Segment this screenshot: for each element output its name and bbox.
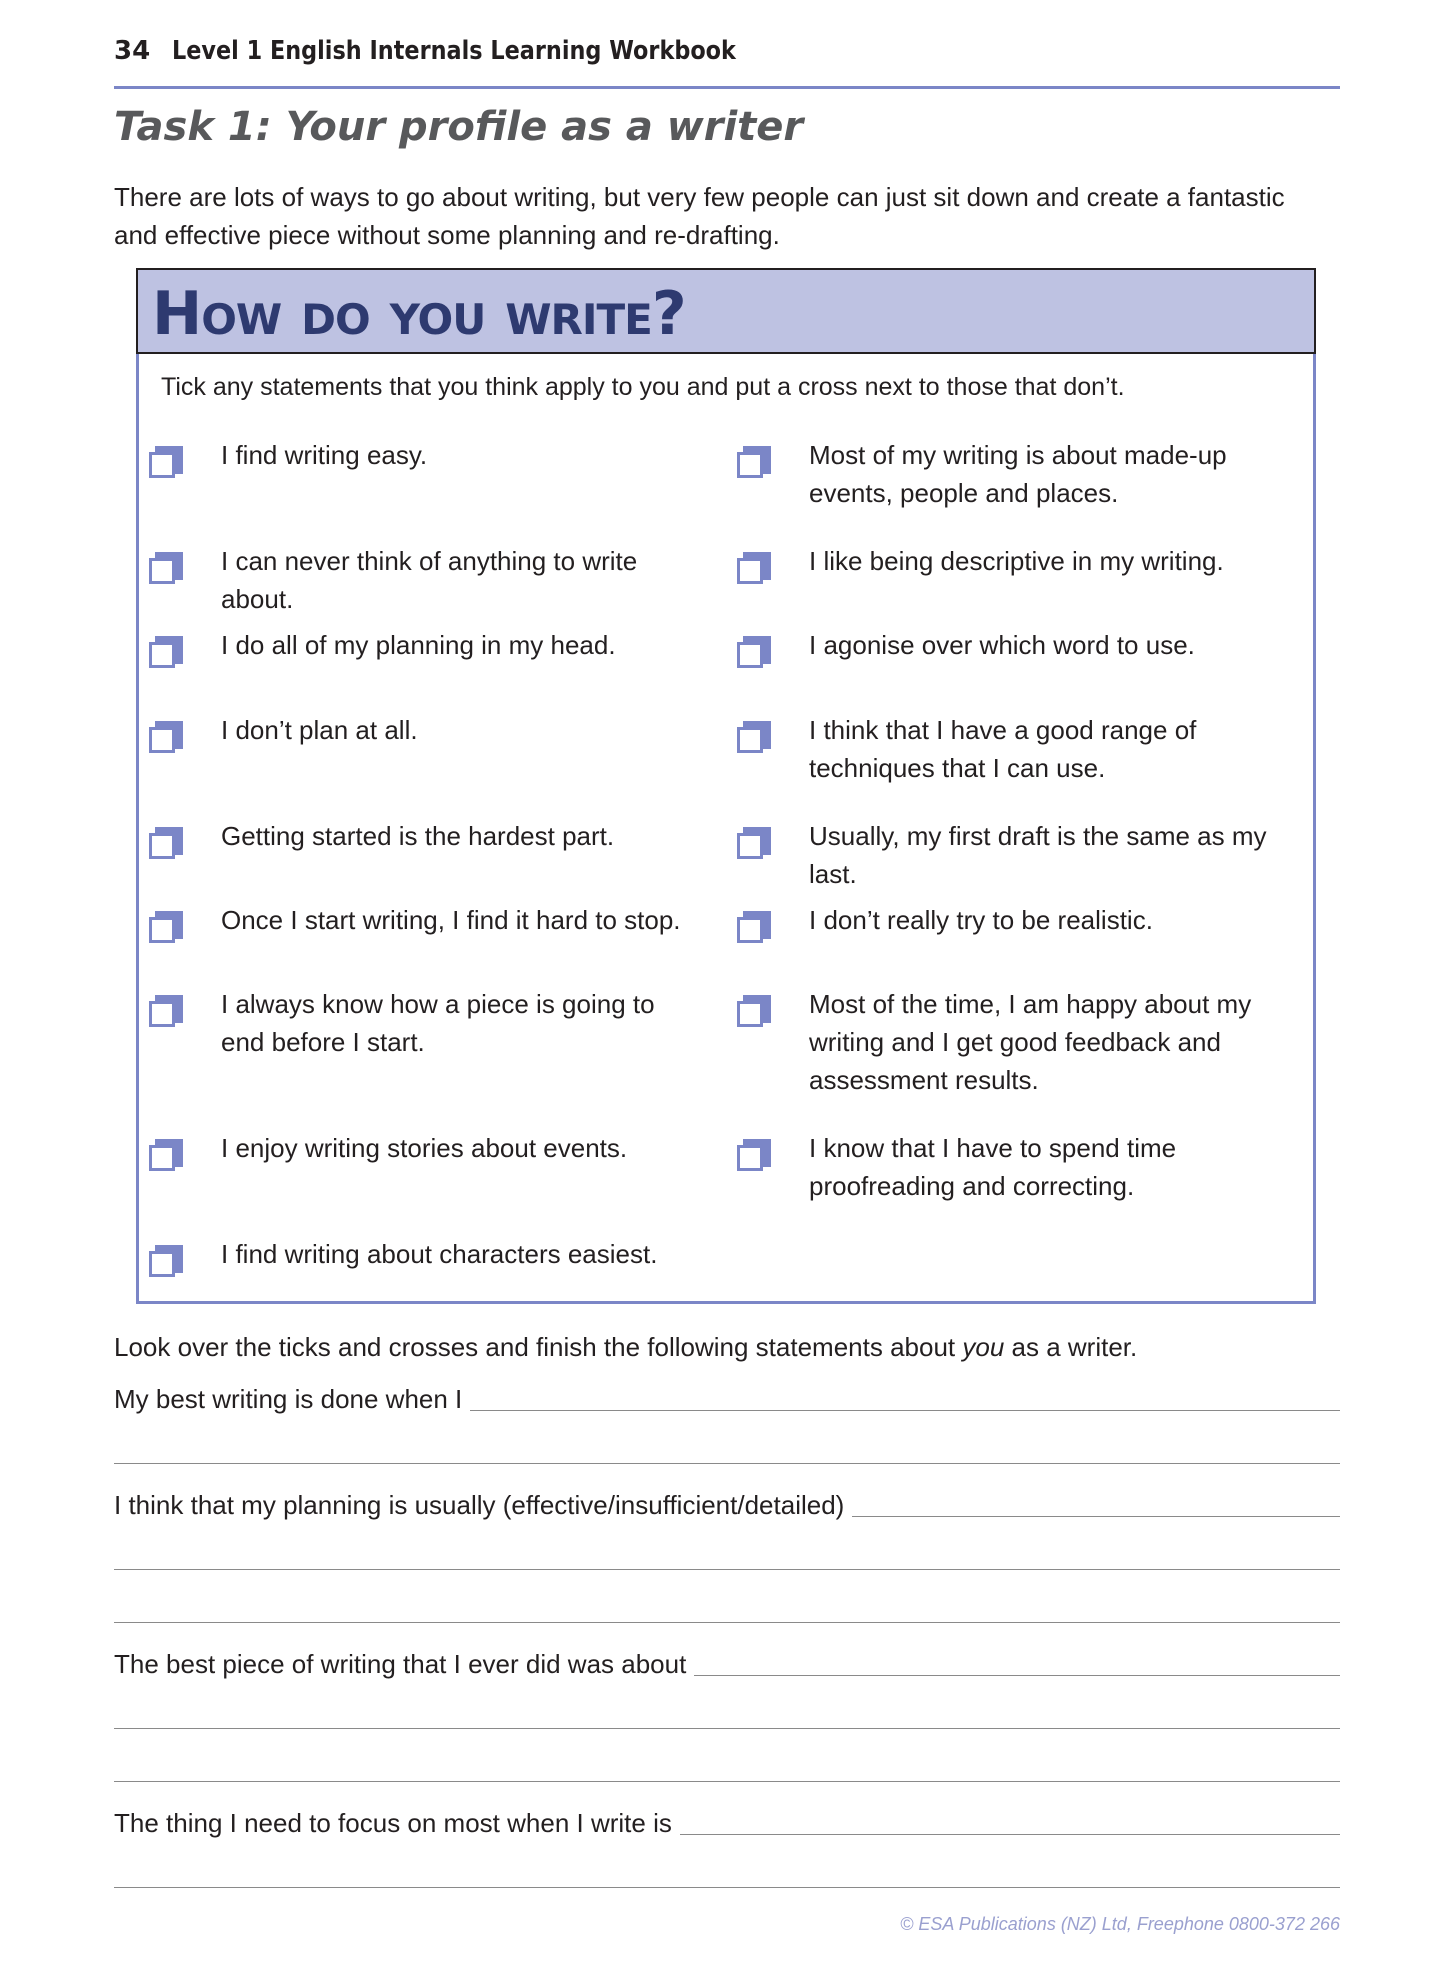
tick-checkbox[interactable]	[737, 911, 771, 945]
copyright-footer: © ESA Publications (NZ) Ltd, Freephone 0800-372 266	[900, 1914, 1340, 1934]
statement-text: Most of my writing is about made-up events, people and places.	[809, 440, 1227, 508]
page-number: 34	[114, 36, 151, 66]
tick-checkbox[interactable]	[149, 995, 183, 1029]
box-instruction: Tick any statements that you think apply to you and put a cross next to those that don’t.	[161, 373, 1125, 401]
statement-item	[149, 817, 701, 861]
tick-checkbox[interactable]	[737, 1139, 771, 1173]
statement-item	[149, 542, 701, 618]
tick-checkbox[interactable]	[737, 552, 771, 586]
statement-text: I like being descriptive in my writing.	[809, 546, 1224, 576]
statement-item	[737, 817, 1289, 893]
tick-checkbox[interactable]	[149, 911, 183, 945]
intro-paragraph: There are lots of ways to go about writing, but very few people can just sit down and create a fantastic and effective piece without some planning and re-drafting.	[114, 182, 1285, 250]
statement-item	[149, 436, 701, 480]
box-heading-bar	[136, 268, 1316, 354]
prompt-best-piece: The best piece of writing that I ever did was about	[114, 1649, 694, 1680]
statement-text: I don’t really try to be realistic.	[809, 905, 1153, 935]
statement-text: Getting started is the hardest part.	[221, 821, 615, 851]
tick-checkbox[interactable]	[737, 636, 771, 670]
prompts-intro	[114, 1328, 1340, 1366]
tick-checkbox[interactable]	[149, 446, 183, 480]
statement-text: I know that I have to spend time proofreading and correcting.	[809, 1133, 1177, 1201]
statement-text: I find writing easy.	[221, 440, 428, 470]
statement-item	[149, 1129, 701, 1173]
writing-line[interactable]	[114, 1781, 1340, 1782]
statement-item	[737, 626, 1289, 670]
tick-checkbox[interactable]	[737, 446, 771, 480]
statement-item	[737, 542, 1289, 586]
prompt-best-writing: My best writing is done when I	[114, 1384, 470, 1415]
statement-text: Most of the time, I am happy about my writing and I get good feedback and assessment results.	[809, 989, 1252, 1095]
statement-item	[149, 711, 701, 755]
writing-line[interactable]	[114, 1569, 1340, 1570]
statement-item	[737, 901, 1289, 945]
statement-text: Usually, my first draft is the same as my last.	[809, 821, 1267, 889]
tick-checkbox[interactable]	[149, 827, 183, 861]
workbook-title: Level 1 English Internals Learning Workbook	[172, 36, 736, 66]
statement-text: Once I start writing, I find it hard to stop.	[221, 905, 681, 935]
tick-checkbox[interactable]	[737, 995, 771, 1029]
writing-line[interactable]	[114, 1728, 1340, 1729]
task-title: Task 1: Your profile as a writer	[114, 104, 804, 150]
statement-text: I don’t plan at all.	[221, 715, 418, 745]
statement-item	[737, 1129, 1289, 1205]
prompt-planning: I think that my planning is usually (effective/insufficient/detailed)	[114, 1490, 852, 1521]
statement-item	[737, 711, 1289, 787]
tick-checkbox[interactable]	[737, 721, 771, 755]
statement-text: I agonise over which word to use.	[809, 630, 1195, 660]
statement-text: I always know how a piece is going to end before I start.	[221, 989, 655, 1057]
tick-checkbox[interactable]	[149, 1139, 183, 1173]
statement-text: I enjoy writing stories about events.	[221, 1133, 628, 1163]
statement-text: I find writing about characters easiest.	[221, 1239, 658, 1269]
statement-text: I can never think of anything to write about.	[221, 546, 638, 614]
writing-line[interactable]	[114, 1887, 1340, 1888]
statement-text: I do all of my planning in my head.	[221, 630, 616, 660]
statement-item	[149, 1235, 701, 1279]
how-do-you-write-box	[136, 268, 1316, 1304]
writing-line[interactable]	[114, 1463, 1340, 1464]
tick-checkbox[interactable]	[149, 636, 183, 670]
box-heading: How do you write?	[152, 279, 686, 349]
prompt-focus: The thing I need to focus on most when I write is	[114, 1808, 680, 1839]
statement-item	[149, 626, 701, 670]
statement-item	[149, 901, 701, 945]
prompts-lead: Look over the ticks and crosses and finish the following statements about you as a writer.	[114, 1332, 1138, 1362]
statement-item	[737, 985, 1289, 1099]
statement-item	[149, 985, 701, 1061]
statement-text: I think that I have a good range of techniques that I can use.	[809, 715, 1197, 783]
tick-checkbox[interactable]	[737, 827, 771, 861]
writing-line[interactable]	[114, 1622, 1340, 1623]
tick-checkbox[interactable]	[149, 552, 183, 586]
tick-checkbox[interactable]	[149, 721, 183, 755]
tick-checkbox[interactable]	[149, 1245, 183, 1279]
statement-item	[737, 436, 1289, 512]
page-header	[114, 30, 1340, 89]
